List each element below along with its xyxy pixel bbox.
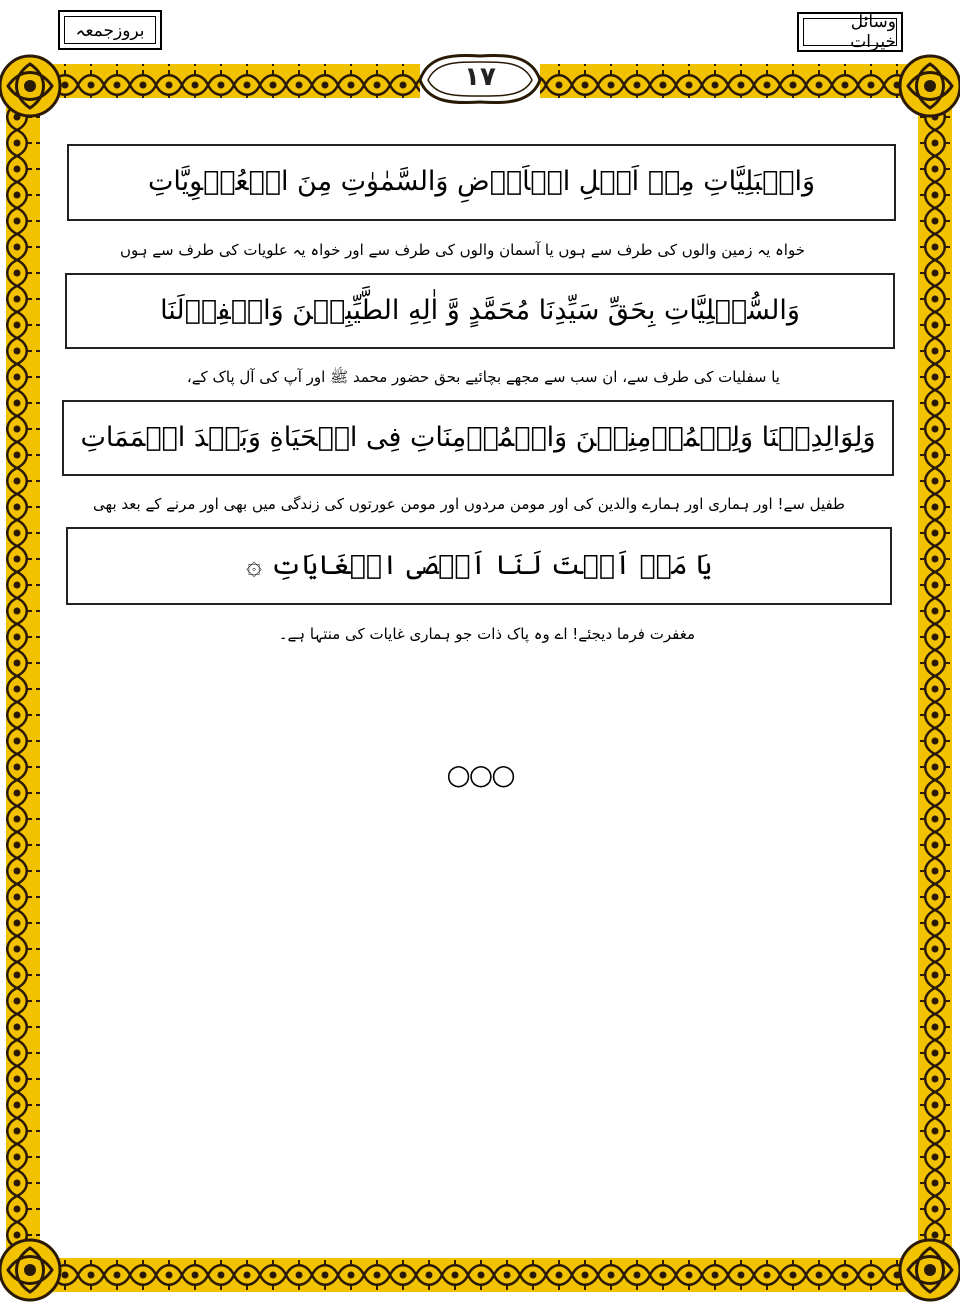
urdu-translation-2: یا سفلیات کی طرف سے، ان سب سے مجھے بچائیے بحق حضور محمد ﷺ اور آپ کی آل پاک کے، [186,368,780,386]
end-of-section-mark: ○○○ [446,757,514,791]
arabic-verse-box-4: يَا مَنۡ اَنۡتَ لَنَا اَقۡصَى الۡغَايَاتِ ۞ [66,527,892,605]
urdu-translation-3: طفیل سے! اور ہماری اور ہمارے والدین کی اور مومن مردوں اور مومن عورتوں کی زندگی میں بھی اور مرنے کے بعد بھی [93,495,845,513]
book-title: وسائل خیرات [803,18,897,46]
arabic-verse-box-1: وَالۡبَلِيَّاتِ مِنۡ اَهۡلِ الۡاَرۡضِ وَالسَّمٰوٰتِ مِنَ الۡعُلۡوِيَّاتِ [67,144,896,221]
arabic-verse-box-2: وَالسُّفۡلِيَّاتِ بِحَقِّ سَيِّدِنَا مُحَمَّدٍ وَّ اٰلِهِ الطَّيِّبِيۡنَ وَاغۡفِرۡلَنَا [65,273,895,349]
page-number: ۱۷ [464,62,496,92]
urdu-translation-4: مغفرت فرما دیجئے! اے وہ پاک ذات جو ہماری غایات کی منتہا ہے۔ [278,625,695,643]
urdu-translation-1: خواہ یہ زمین والوں کی طرف سے ہوں یا آسمان والوں کی طرف سے اور خواہ یہ علویات کی طرف سے ہوں [119,241,805,259]
day-label: بروزجمعہ [64,16,156,44]
book-title-box [797,12,903,52]
day-label-box [58,10,162,50]
arabic-verse-box-3: وَلِوَالِدِيۡنَا وَلِلۡمُؤۡمِنِيۡنَ وَالۡمُؤۡمِنَاتِ فِى الۡحَيَاةِ وَبَعۡدَ الۡمَمَاتِ [62,400,894,476]
